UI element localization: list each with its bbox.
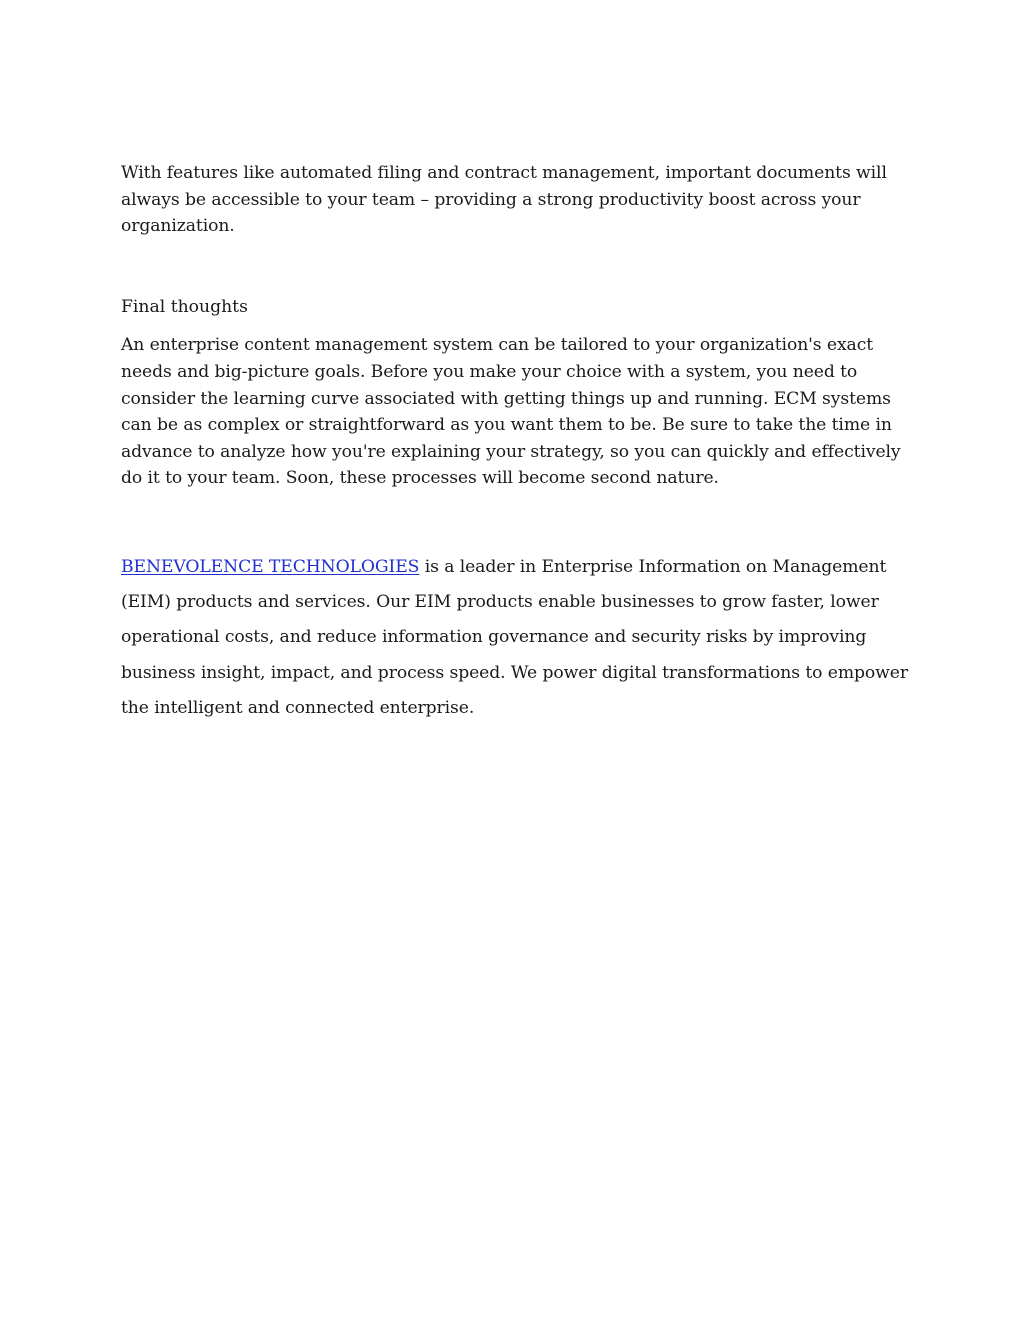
final-thoughts-paragraph: An enterprise content management system can be tailored to your organization's exact needs and big-picture goals. Before you make your choice with a system, you need to consider the learning curve associated with getting things up and running. ECM systems can be as complex or straightforward as you want them to be. Be sure to take the time in advance to analyze how you're explaining your strategy, so you can quickly and effectively do it to your team. Soon, these processes will become second nature. <box>121 335 901 489</box>
final-thoughts-heading: Final thoughts <box>121 296 248 317</box>
company-paragraph <box>121 550 911 726</box>
document-content <box>121 160 911 726</box>
intro-paragraph: With features like automated filing and contract management, important documents will always be accessible to your team – providing a strong productivity boost across your organization. <box>121 163 887 237</box>
company-description: is a leader in Enterprise Information on Management (EIM) products and services. Our EIM products enable businesses to grow faster, lower operational costs, and reduce information governance and security risks by improving business insight, impact, and process speed. We power digital transformations to empower the intelligent and connected enterprise. <box>121 556 908 718</box>
company-link[interactable]: BENEVOLENCE TECHNOLOGIES <box>121 556 420 577</box>
